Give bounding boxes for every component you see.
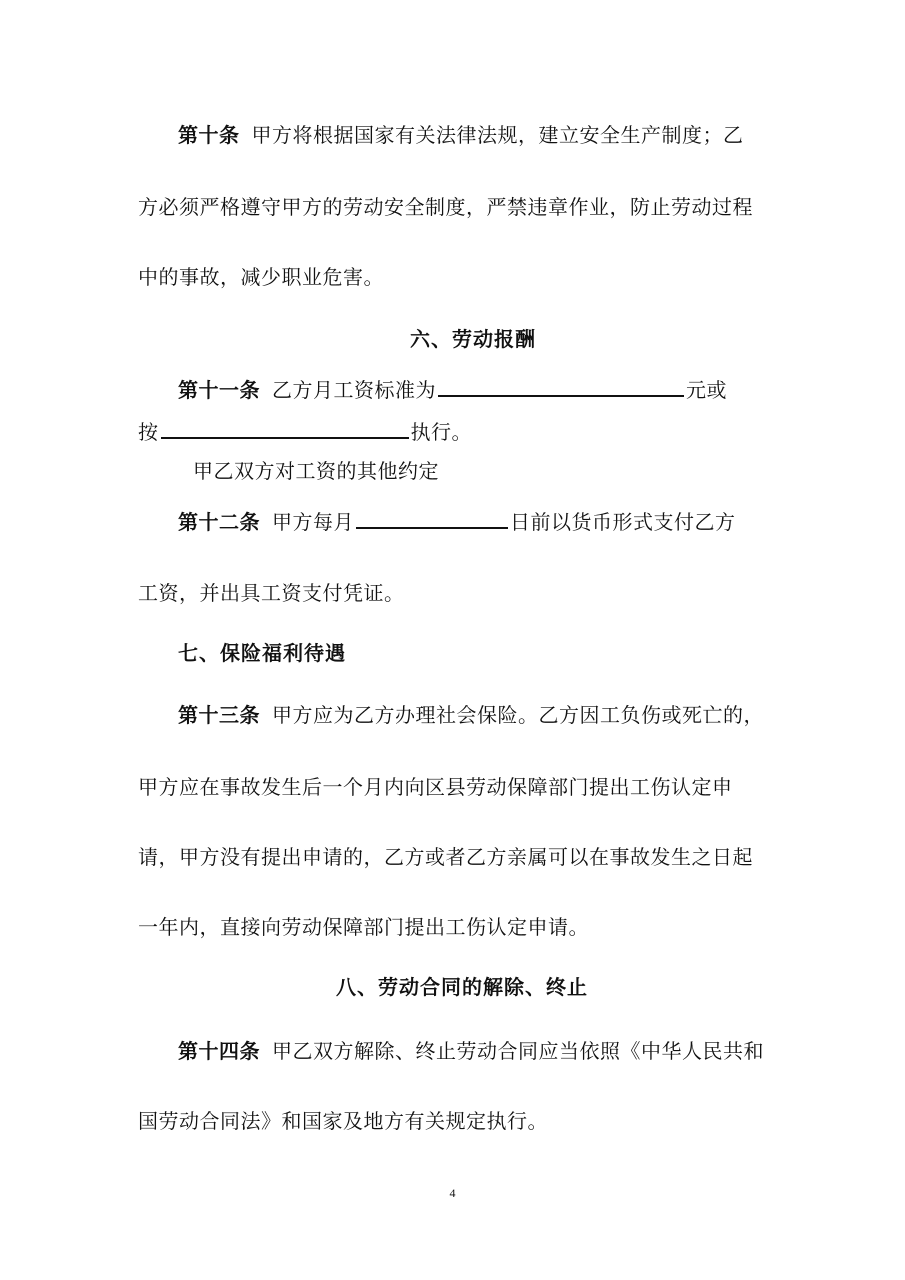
article-11-text-2-end: 执行。 xyxy=(410,420,472,444)
section-7-heading: 七、保险福利待遇 xyxy=(178,641,346,665)
article-14-text-1: 甲乙双方解除、终止劳动合同应当依照《中华人民共和 xyxy=(272,1039,764,1063)
article-13-line-1 xyxy=(178,695,764,735)
article-10-line-2 xyxy=(138,187,753,227)
article-13-label: 第十三条 xyxy=(178,703,260,727)
payday-blank xyxy=(356,501,508,529)
article-10-text-3: 中的事故，减少职业危害。 xyxy=(138,265,384,289)
article-11-line-1 xyxy=(178,369,727,409)
article-13-text-2: 甲方应在事故发生后一个月内向区县劳动保障部门提出工伤认定申 xyxy=(138,775,733,799)
article-11-text-2-start: 按 xyxy=(138,420,159,444)
article-10-line-3 xyxy=(138,257,384,297)
salary-standard-blank xyxy=(438,369,684,397)
article-14-line-2 xyxy=(138,1101,548,1141)
article-13-line-3 xyxy=(138,837,753,877)
article-12-line-1 xyxy=(178,501,736,541)
article-11-line-2 xyxy=(138,411,472,451)
salary-basis-blank xyxy=(161,411,409,439)
article-12-text-1: 甲方每月 xyxy=(272,510,354,534)
article-10-label: 第十条 xyxy=(178,123,240,147)
article-13-line-2 xyxy=(138,767,733,807)
article-14-text-2: 国劳动合同法》和国家及地方有关规定执行。 xyxy=(138,1109,548,1133)
article-11-label: 第十一条 xyxy=(178,378,260,402)
page-number: 4 xyxy=(449,1186,456,1200)
section-8-heading: 八、劳动合同的解除、终止 xyxy=(336,975,588,999)
article-12-text-1-end: 日前以货币形式支付乙方 xyxy=(510,510,736,534)
article-12-line-2 xyxy=(138,573,405,613)
article-11-text-1-end: 元或 xyxy=(686,378,727,402)
article-10-line-1 xyxy=(178,115,744,155)
article-12-label: 第十二条 xyxy=(178,510,260,534)
article-11-text-3: 甲乙双方对工资的其他约定 xyxy=(193,459,439,483)
article-11-text-1: 乙方月工资标准为 xyxy=(272,378,436,402)
article-13-text-1: 甲方应为乙方办理社会保险。乙方因工负伤或死亡的， xyxy=(272,703,764,727)
article-13-text-4: 一年内，直接向劳动保障部门提出工伤认定申请。 xyxy=(138,915,589,939)
section-6-heading: 六、劳动报酬 xyxy=(410,327,536,351)
article-12-text-2: 工资，并出具工资支付凭证。 xyxy=(138,581,405,605)
article-14-line-1 xyxy=(178,1031,764,1071)
article-13-text-3: 请，甲方没有提出申请的，乙方或者乙方亲属可以在事故发生之日起 xyxy=(138,845,753,869)
article-13-line-4 xyxy=(138,907,589,947)
article-10-text-1: 甲方将根据国家有关法律法规，建立安全生产制度；乙 xyxy=(251,123,744,147)
article-14-label: 第十四条 xyxy=(178,1039,260,1063)
article-11-line-3 xyxy=(193,451,439,491)
article-10-text-2: 方必须严格遵守甲方的劳动安全制度，严禁违章作业，防止劳动过程 xyxy=(138,195,753,219)
